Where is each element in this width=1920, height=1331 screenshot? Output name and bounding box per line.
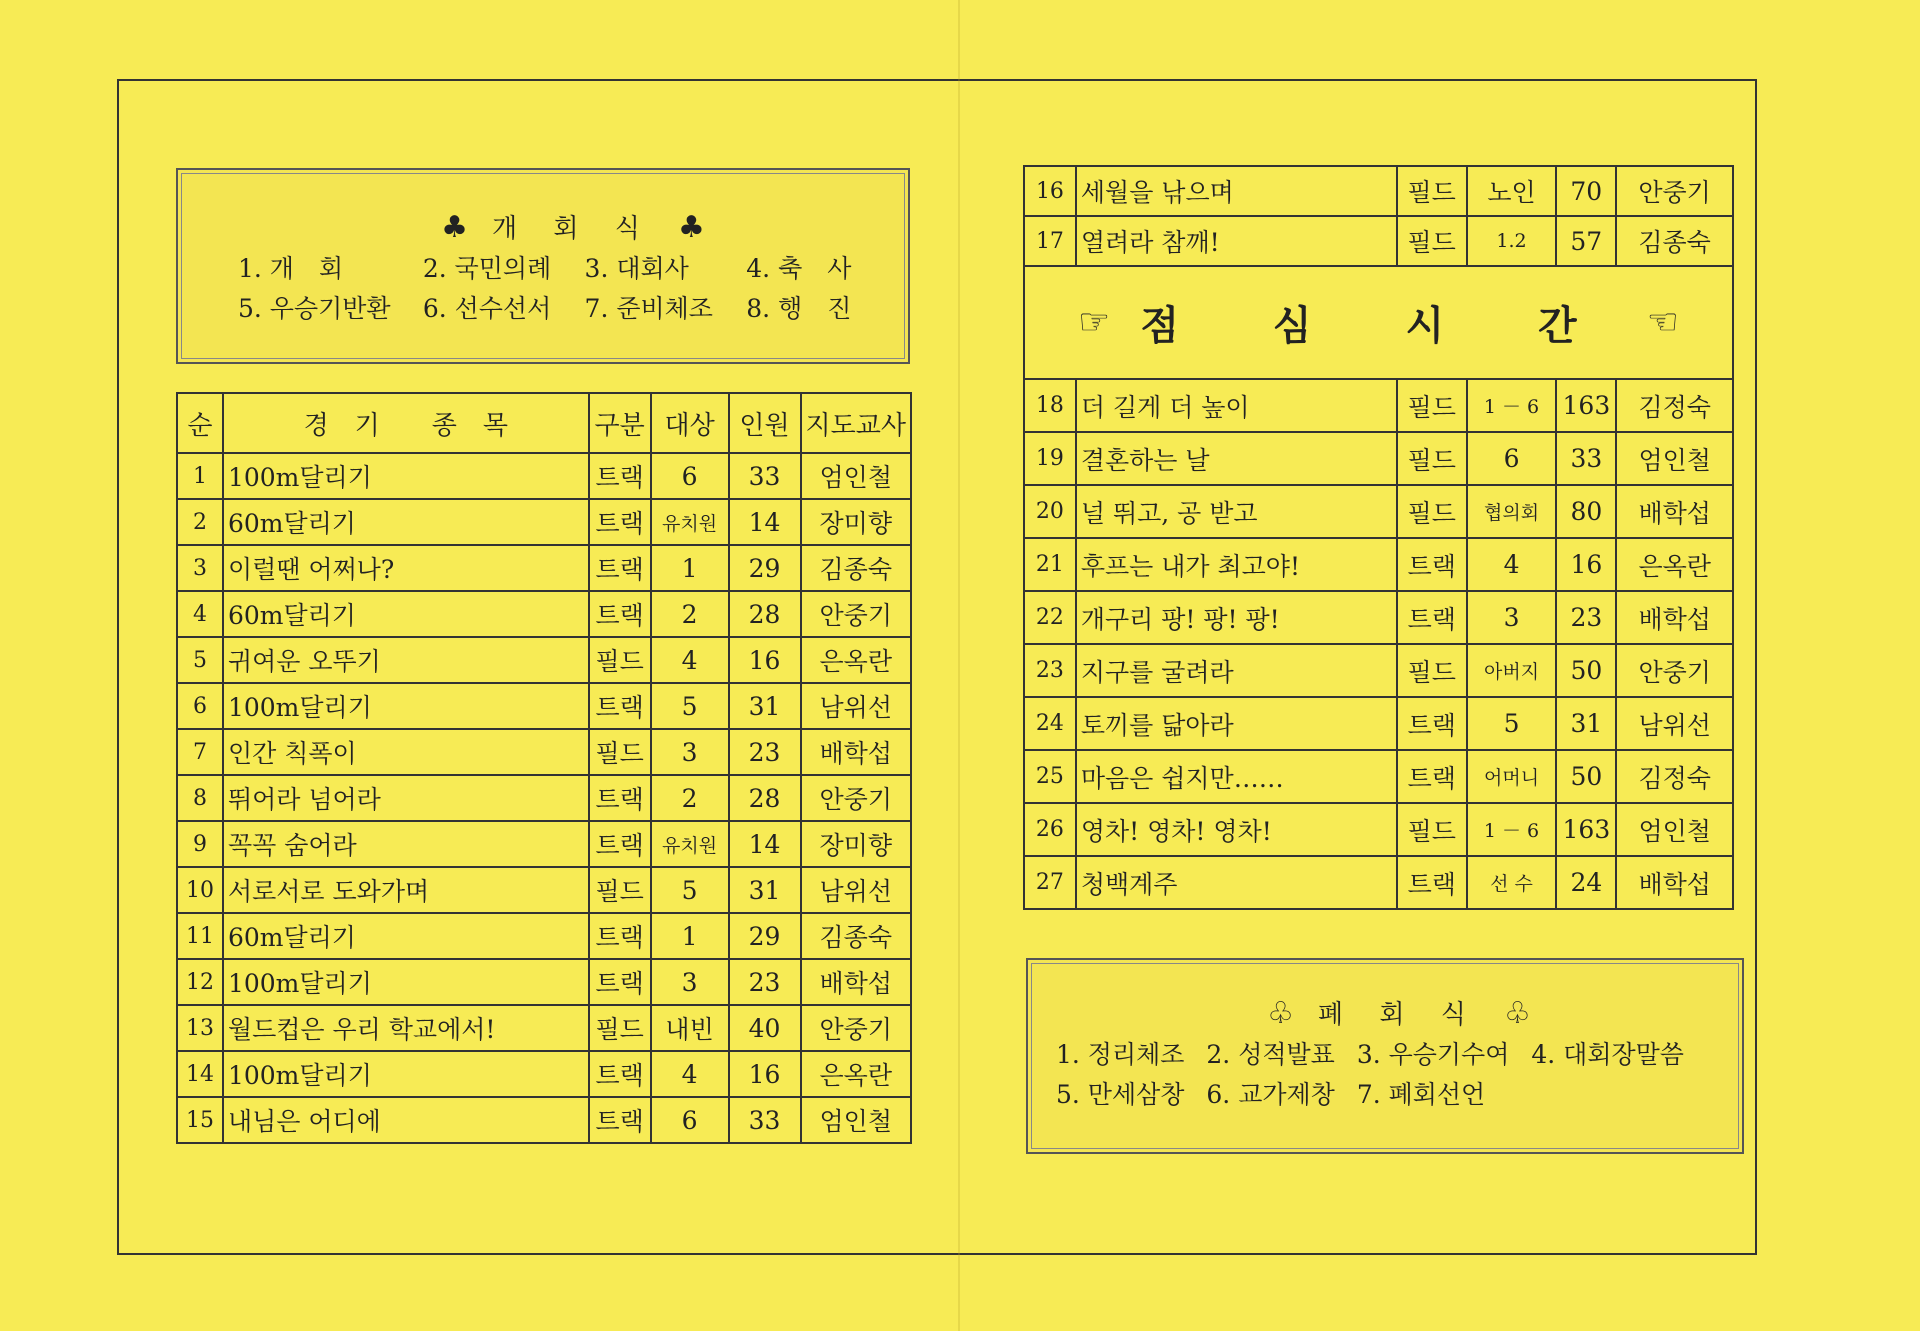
event-count: 33 (729, 1097, 801, 1143)
event-target: 선 수 (1467, 856, 1557, 909)
event-name: 100m달리기 (223, 683, 589, 729)
opening-item: 5. 우승기반환 (238, 294, 391, 323)
event-number: 8 (177, 775, 223, 821)
table-row (177, 499, 911, 545)
event-type: 트랙 (589, 1051, 651, 1097)
event-teacher: 엄인철 (801, 1097, 912, 1143)
event-target: 5 (651, 683, 729, 729)
event-target: 1.2 (1467, 216, 1557, 266)
event-name: 더 길게 더 높이 (1076, 379, 1397, 432)
event-teacher: 장미향 (801, 821, 912, 867)
closing-ceremony-box (1026, 958, 1744, 1154)
lunch-title: 점 심 시 간 (1140, 301, 1617, 349)
header-teacher: 지도교사 (801, 393, 912, 453)
event-name: 영차! 영차! 영차! (1076, 803, 1397, 856)
event-type: 필드 (1397, 803, 1467, 856)
event-type: 필드 (589, 1005, 651, 1051)
event-number: 9 (177, 821, 223, 867)
event-teacher: 배학섭 (1616, 591, 1733, 644)
event-number: 13 (177, 1005, 223, 1051)
event-name: 열려라 참깨! (1076, 216, 1397, 266)
event-teacher: 안중기 (801, 1005, 912, 1051)
event-count: 16 (1556, 538, 1616, 591)
event-teacher: 안중기 (1616, 166, 1733, 216)
event-type: 트랙 (1397, 697, 1467, 750)
event-number: 7 (177, 729, 223, 775)
event-target: 6 (651, 1097, 729, 1143)
event-count: 14 (729, 821, 801, 867)
event-name: 인간 칙폭이 (223, 729, 589, 775)
event-target: 1 － 6 (1467, 803, 1557, 856)
table-row (1024, 538, 1733, 591)
event-type: 트랙 (589, 683, 651, 729)
event-name: 청백계주 (1076, 856, 1397, 909)
event-number: 26 (1024, 803, 1076, 856)
event-teacher: 안중기 (801, 775, 912, 821)
event-name: 개구리 팡! 팡! 팡! (1076, 591, 1397, 644)
event-teacher: 김종숙 (801, 545, 912, 591)
event-count: 14 (729, 499, 801, 545)
event-teacher: 배학섭 (1616, 856, 1733, 909)
closing-title: 폐 회 식 (1318, 1000, 1480, 1030)
event-count: 163 (1556, 803, 1616, 856)
table-row (1024, 697, 1733, 750)
event-number: 17 (1024, 216, 1076, 266)
club-outline-icon: ♧ (1267, 996, 1295, 1031)
event-target: 유치원 (651, 821, 729, 867)
event-target: 4 (651, 637, 729, 683)
event-number: 24 (1024, 697, 1076, 750)
event-type: 트랙 (589, 499, 651, 545)
event-target: 노인 (1467, 166, 1557, 216)
lunch-banner (1023, 266, 1734, 378)
table-row (1024, 166, 1733, 216)
table-row (1024, 644, 1733, 697)
event-target: 내빈 (651, 1005, 729, 1051)
event-target: 1 － 6 (1467, 379, 1557, 432)
event-count: 70 (1556, 166, 1616, 216)
event-count: 29 (729, 545, 801, 591)
pointing-hand-left-icon: ☜ (1646, 301, 1679, 343)
event-teacher: 은옥란 (801, 1051, 912, 1097)
opening-item: 4. 축 사 (746, 254, 852, 283)
event-number: 10 (177, 867, 223, 913)
event-type: 필드 (1397, 166, 1467, 216)
event-type: 트랙 (589, 959, 651, 1005)
event-type: 트랙 (1397, 591, 1467, 644)
event-number: 14 (177, 1051, 223, 1097)
event-type: 트랙 (589, 775, 651, 821)
event-name: 100m달리기 (223, 959, 589, 1005)
opening-item: 6. 선수선서 (422, 294, 552, 323)
table-row (177, 729, 911, 775)
event-name: 널 뛰고, 공 받고 (1076, 485, 1397, 538)
event-count: 28 (729, 591, 801, 637)
event-type: 트랙 (589, 453, 651, 499)
table-row (1024, 591, 1733, 644)
closing-item: 7. 폐회선언 (1356, 1080, 1486, 1109)
fold-line (958, 0, 960, 1331)
event-target: 3 (651, 729, 729, 775)
event-number: 1 (177, 453, 223, 499)
event-type: 트랙 (1397, 750, 1467, 803)
event-type: 트랙 (1397, 538, 1467, 591)
event-teacher: 배학섭 (801, 729, 912, 775)
event-count: 31 (1556, 697, 1616, 750)
event-type: 필드 (589, 637, 651, 683)
event-target: 1 (651, 913, 729, 959)
event-type: 트랙 (589, 545, 651, 591)
club-icon: ♣ (677, 210, 705, 245)
closing-items-row (1056, 1075, 1742, 1115)
event-number: 21 (1024, 538, 1076, 591)
event-teacher: 김종숙 (1616, 216, 1733, 266)
event-type: 필드 (1397, 379, 1467, 432)
event-target: 3 (1467, 591, 1557, 644)
event-type: 필드 (589, 867, 651, 913)
table-row (177, 453, 911, 499)
event-count: 16 (729, 637, 801, 683)
event-name: 60m달리기 (223, 591, 589, 637)
table-row (1024, 803, 1733, 856)
event-target: 5 (651, 867, 729, 913)
closing-item: 2. 성적발표 (1206, 1040, 1335, 1069)
event-type: 트랙 (589, 913, 651, 959)
table-row (1024, 432, 1733, 485)
event-type: 필드 (1397, 485, 1467, 538)
table-row (1024, 216, 1733, 266)
opening-item: 8. 행 진 (746, 294, 852, 323)
event-type: 필드 (1397, 432, 1467, 485)
closing-title-line (1056, 994, 1742, 1031)
event-number: 16 (1024, 166, 1076, 216)
table-row (177, 591, 911, 637)
event-teacher: 엄인철 (801, 453, 912, 499)
event-teacher: 남위선 (801, 867, 912, 913)
event-teacher: 은옥란 (1616, 538, 1733, 591)
event-number: 2 (177, 499, 223, 545)
event-name: 서로서로 도와가며 (223, 867, 589, 913)
table-row (177, 867, 911, 913)
table-row (177, 683, 911, 729)
event-teacher: 김종숙 (801, 913, 912, 959)
event-name: 귀여운 오뚜기 (223, 637, 589, 683)
event-number: 18 (1024, 379, 1076, 432)
table-row (177, 775, 911, 821)
event-count: 31 (729, 683, 801, 729)
pointing-hand-right-icon: ☞ (1078, 301, 1111, 343)
event-type: 트랙 (589, 591, 651, 637)
event-count: 50 (1556, 644, 1616, 697)
header-type: 구분 (589, 393, 651, 453)
event-teacher: 은옥란 (801, 637, 912, 683)
header-count: 인원 (729, 393, 801, 453)
opening-item: 1. 개 회 (238, 254, 344, 283)
event-target: 4 (1467, 538, 1557, 591)
table-row (1024, 379, 1733, 432)
table-row (1024, 856, 1733, 909)
opening-title: 개 회 식 (492, 214, 654, 244)
event-teacher: 남위선 (1616, 697, 1733, 750)
event-number: 20 (1024, 485, 1076, 538)
event-count: 24 (1556, 856, 1616, 909)
event-target: 6 (651, 453, 729, 499)
event-target: 어머니 (1467, 750, 1557, 803)
event-count: 40 (729, 1005, 801, 1051)
event-name: 꼭꼭 숨어라 (223, 821, 589, 867)
event-count: 28 (729, 775, 801, 821)
table-row (177, 959, 911, 1005)
event-teacher: 엄인철 (1616, 803, 1733, 856)
event-teacher: 남위선 (801, 683, 912, 729)
event-count: 57 (1556, 216, 1616, 266)
event-count: 33 (729, 453, 801, 499)
event-type: 트랙 (589, 1097, 651, 1143)
table-row (177, 1097, 911, 1143)
event-number: 11 (177, 913, 223, 959)
event-count: 33 (1556, 432, 1616, 485)
event-name: 후프는 내가 최고야! (1076, 538, 1397, 591)
event-target: 협의회 (1467, 485, 1557, 538)
event-count: 80 (1556, 485, 1616, 538)
event-target: 2 (651, 775, 729, 821)
closing-item: 5. 만세삼창 (1056, 1080, 1185, 1109)
closing-item: 3. 우승기수여 (1356, 1040, 1510, 1069)
event-name: 월드컵은 우리 학교에서! (223, 1005, 589, 1051)
event-type: 필드 (589, 729, 651, 775)
event-count: 50 (1556, 750, 1616, 803)
header-event-name: 경 기 종 목 (223, 393, 589, 453)
table-row (1024, 485, 1733, 538)
event-count: 16 (729, 1051, 801, 1097)
event-target: 3 (651, 959, 729, 1005)
header-target: 대상 (651, 393, 729, 453)
event-number: 3 (177, 545, 223, 591)
opening-items-row (238, 289, 908, 329)
event-target: 1 (651, 545, 729, 591)
events-table-right-bottom (1023, 378, 1734, 910)
club-outline-icon: ♧ (1503, 996, 1531, 1031)
event-name: 세월을 낚으며 (1076, 166, 1397, 216)
event-number: 12 (177, 959, 223, 1005)
event-name: 내님은 어디에 (223, 1097, 589, 1143)
event-number: 23 (1024, 644, 1076, 697)
event-number: 6 (177, 683, 223, 729)
table-row (177, 913, 911, 959)
event-count: 163 (1556, 379, 1616, 432)
event-teacher: 배학섭 (1616, 485, 1733, 538)
opening-item: 3. 대회사 (584, 254, 689, 283)
event-name: 결혼하는 날 (1076, 432, 1397, 485)
event-count: 23 (729, 959, 801, 1005)
event-name: 마음은 쉽지만…… (1076, 750, 1397, 803)
events-table-right-top (1023, 165, 1734, 267)
event-teacher: 장미향 (801, 499, 912, 545)
event-type: 트랙 (1397, 856, 1467, 909)
event-teacher: 김정숙 (1616, 750, 1733, 803)
event-count: 23 (1556, 591, 1616, 644)
events-table-left (176, 392, 912, 1144)
event-number: 5 (177, 637, 223, 683)
event-teacher: 김정숙 (1616, 379, 1733, 432)
event-teacher: 엄인철 (1616, 432, 1733, 485)
event-teacher: 배학섭 (801, 959, 912, 1005)
event-teacher: 안중기 (1616, 644, 1733, 697)
table-row (177, 637, 911, 683)
event-name: 60m달리기 (223, 913, 589, 959)
opening-ceremony-box (176, 168, 910, 364)
opening-title-line (238, 208, 908, 245)
event-number: 27 (1024, 856, 1076, 909)
event-number: 4 (177, 591, 223, 637)
club-icon: ♣ (441, 210, 469, 245)
event-target: 4 (651, 1051, 729, 1097)
event-type: 트랙 (589, 821, 651, 867)
header-order: 순 (177, 393, 223, 453)
table-row (1024, 750, 1733, 803)
table-row (177, 1005, 911, 1051)
opening-item: 7. 준비체조 (584, 294, 713, 323)
event-name: 토끼를 닮아라 (1076, 697, 1397, 750)
event-name: 뛰어라 넘어라 (223, 775, 589, 821)
event-number: 25 (1024, 750, 1076, 803)
closing-items-row (1056, 1035, 1742, 1075)
table-row (177, 821, 911, 867)
closing-item: 1. 정리체조 (1056, 1040, 1185, 1069)
event-name: 100m달리기 (223, 453, 589, 499)
event-name: 지구를 굴려라 (1076, 644, 1397, 697)
event-type: 필드 (1397, 216, 1467, 266)
event-target: 6 (1467, 432, 1557, 485)
event-target: 유치원 (651, 499, 729, 545)
table-row (177, 1051, 911, 1097)
closing-item: 6. 교가제창 (1206, 1080, 1335, 1109)
event-number: 19 (1024, 432, 1076, 485)
event-count: 31 (729, 867, 801, 913)
event-count: 29 (729, 913, 801, 959)
event-count: 23 (729, 729, 801, 775)
event-number: 15 (177, 1097, 223, 1143)
opening-items-row (238, 249, 908, 289)
closing-item: 4. 대회장말씀 (1531, 1040, 1684, 1069)
event-type: 필드 (1397, 644, 1467, 697)
table-header-row (177, 393, 911, 453)
table-row (177, 545, 911, 591)
event-name: 100m달리기 (223, 1051, 589, 1097)
event-target: 5 (1467, 697, 1557, 750)
event-teacher: 안중기 (801, 591, 912, 637)
opening-item: 2. 국민의례 (422, 254, 552, 283)
event-name: 이럴땐 어쩌나? (223, 545, 589, 591)
event-number: 22 (1024, 591, 1076, 644)
event-target: 아버지 (1467, 644, 1557, 697)
event-name: 60m달리기 (223, 499, 589, 545)
event-target: 2 (651, 591, 729, 637)
